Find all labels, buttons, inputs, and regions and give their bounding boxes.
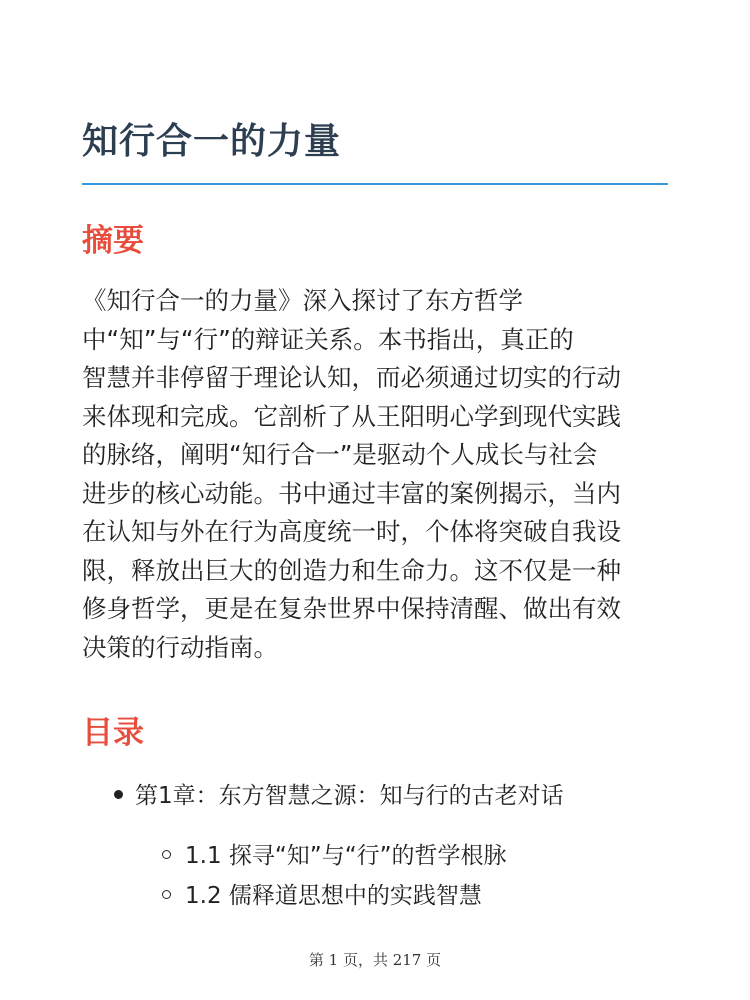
book-title: 知行合一的力量 (82, 121, 342, 162)
abstract-line: 进步的核心动能。书中通过丰富的案例揭示，当内 (82, 478, 621, 508)
abstract-heading: 摘要 (82, 223, 144, 259)
abstract-line: 决策的行动指南。 (82, 632, 278, 662)
abstract-line: 中“知”与“行”的辩证关系。本书指出，真正的 (82, 324, 574, 354)
abstract-line: 限，释放出巨大的创造力和生命力。这不仅是一种 (82, 555, 621, 585)
hollow-bullet-icon (162, 850, 171, 859)
abstract-line: 在认知与外在行为高度统一时，个体将突破自我设 (82, 517, 621, 546)
abstract-line: 修身哲学，更是在复杂世界中保持清醒、做出有效 (82, 594, 621, 623)
toc-section-label: 1.2 儒释道思想中的实践智慧 (185, 883, 482, 909)
bullet-icon (114, 790, 123, 799)
toc-section-1-1[interactable] (162, 838, 507, 874)
toc-heading: 目录 (82, 715, 144, 751)
abstract-line: 智慧并非停留于理论认知，而必须通过切实的行动 (82, 363, 621, 392)
toc-section-1-2[interactable] (162, 878, 482, 914)
abstract-line: 来体现和完成。它剖析了从王阳明心学到现代实践 (82, 401, 621, 431)
hollow-bullet-icon (162, 890, 171, 899)
abstract-paragraph (82, 282, 668, 667)
toc-chapter-label: 第1章：东方智慧之源：知与行的古老对话 (135, 783, 564, 809)
toc-chapter-1[interactable] (114, 778, 564, 814)
title-divider (82, 183, 668, 185)
page-number-footer: 第 1 页，共 217 页 (308, 951, 442, 969)
toc-section-label: 1.1 探寻“知”与“行”的哲学根脉 (185, 843, 507, 869)
abstract-line: 《知行合一的力量》深入探讨了东方哲学 (82, 286, 523, 315)
abstract-line: 的脉络，阐明“知行合一”是驱动个人成长与社会 (82, 440, 598, 469)
